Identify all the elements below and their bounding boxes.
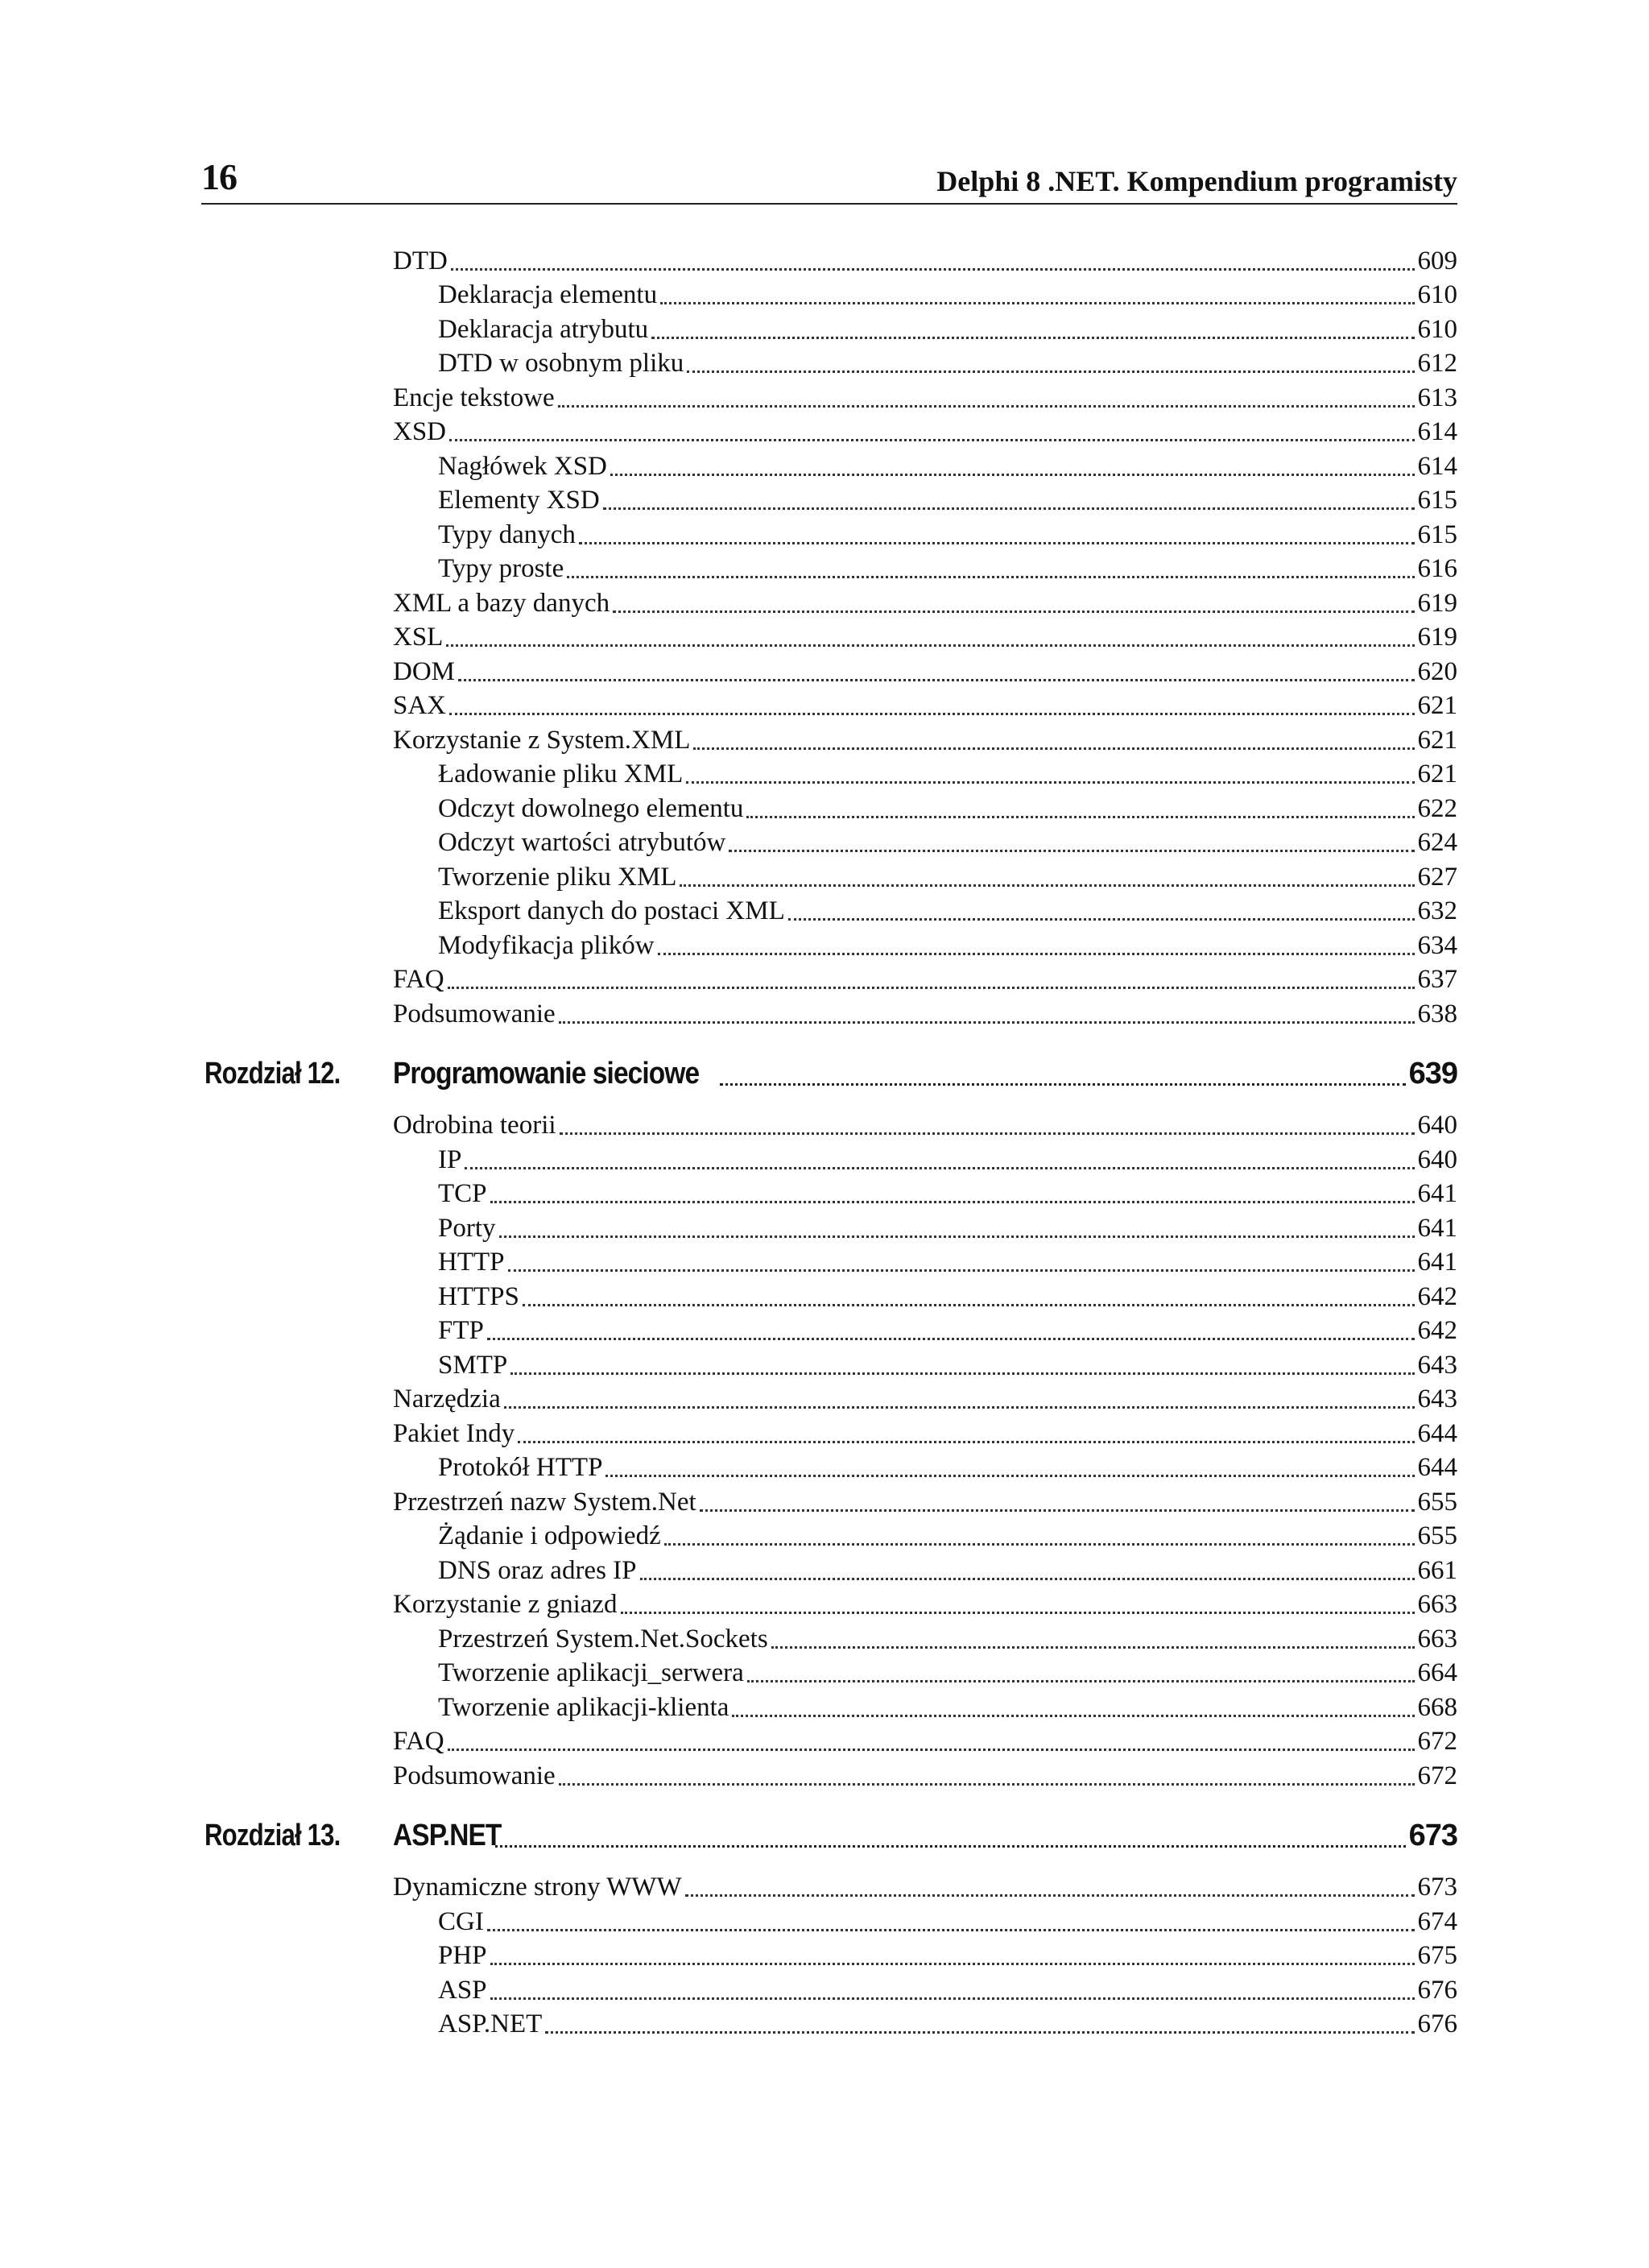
dot-leader [490,1201,1415,1203]
entry-page: 614 [1417,451,1457,481]
entry-title: PHP [438,1941,487,1970]
toc-entry [201,449,1457,483]
toc-entry [201,928,1457,962]
entry-title: Odrobina teorii [393,1111,556,1140]
toc-entry [201,346,1457,381]
entry-title: Protokół HTTP [438,1453,603,1482]
toc-entry [201,1177,1457,1211]
entry-title: Modyfikacja plików [438,930,655,960]
entry-title: FTP [438,1316,484,1345]
toc-entry [201,1211,1457,1245]
chapter-title-line [393,1053,1457,1094]
dot-leader [746,816,1414,818]
toc-entry [201,996,1457,1031]
toc-entry [201,243,1457,278]
entry-page: 668 [1417,1692,1457,1722]
entry-page: 619 [1417,588,1457,618]
toc-entry [201,757,1457,792]
toc-entry [201,312,1457,346]
entry-page: 642 [1417,1281,1457,1311]
entry-title: Żądanie i odpowiedź [438,1521,661,1550]
entry-title: DTD [393,246,448,275]
entry-page: 640 [1417,1111,1457,1140]
entry-title: Deklaracja elementu [438,280,658,309]
entry-title: Tworzenie aplikacji-klienta [438,1692,729,1722]
toc-entry [201,552,1457,586]
entry-title: XML a bazy danych [393,588,610,618]
toc-entry [201,1142,1457,1177]
entry-page: 643 [1417,1384,1457,1413]
toc-entry [201,620,1457,655]
entry-page: 622 [1417,793,1457,823]
entry-page: 620 [1417,656,1457,686]
dot-leader [490,1963,1415,1965]
entry-title: DOM [393,656,456,686]
entry-page: 641 [1417,1179,1457,1208]
dot-leader [449,439,1414,441]
entry-page: 610 [1417,280,1457,309]
entry-title: Podsumowanie [393,1761,556,1790]
dot-leader [487,1338,1415,1340]
dot-leader [448,987,1415,989]
dot-leader [451,268,1415,271]
toc-entry [201,654,1457,689]
dot-leader [658,953,1415,955]
entry-title: Typy danych [438,519,576,549]
toc-entry [201,1553,1457,1587]
dot-leader [747,1680,1415,1682]
entry-page: 663 [1417,1590,1457,1619]
entry-page: 615 [1417,519,1457,549]
page-header [201,151,1457,205]
dot-leader [559,1021,1415,1024]
toc-entry [201,1451,1457,1485]
dot-leader [771,1646,1415,1649]
entry-title: Korzystanie z gniazd [393,1590,618,1619]
table-of-contents [201,243,1457,2041]
toc-entry [201,1314,1457,1348]
toc-entry [201,826,1457,860]
entry-page: 621 [1417,759,1457,788]
entry-page: 610 [1417,314,1457,344]
toc-entry [201,517,1457,552]
entry-page: 641 [1417,1248,1457,1277]
toc-entry [201,1279,1457,1314]
entry-title: HTTPS [438,1281,519,1311]
toc-entry [201,1621,1457,1656]
entry-title: SMTP [438,1350,508,1380]
entry-page: 672 [1417,1727,1457,1756]
entry-title: Przestrzeń nazw System.Net [393,1487,696,1517]
toc-entry [201,1939,1457,1973]
toc-entry [201,689,1457,723]
dot-leader [545,2031,1414,2034]
dot-leader [686,781,1414,784]
toc-entry [201,722,1457,757]
toc-entry [201,1587,1457,1622]
dot-leader [523,1304,1415,1306]
dot-leader [651,337,1414,339]
entry-page: 641 [1417,1213,1457,1243]
entry-title: Dynamiczne strony WWW [393,1873,682,1902]
book-title: Delphi 8 .NET. Kompendium programisty [936,165,1457,197]
chapter-title: ASP.NET [393,1818,502,1852]
dot-leader [487,1929,1415,1931]
entry-page: 661 [1417,1555,1457,1585]
entry-title: Deklaracja atrybutu [438,314,649,344]
entry-title: DTD w osobnym pliku [438,349,684,378]
dot-leader [510,1372,1414,1375]
entry-title: FAQ [393,1727,444,1756]
toc-entry [201,483,1457,518]
entry-title: FAQ [393,965,444,994]
chapter-heading [201,1052,1457,1097]
toc-entry [201,278,1457,312]
toc-entry [201,791,1457,826]
entry-page: 615 [1417,486,1457,515]
dot-leader [458,679,1414,681]
dot-leader [579,542,1415,544]
entry-page: 637 [1417,965,1457,994]
dot-leader [640,1578,1415,1580]
entry-page: 640 [1417,1144,1457,1174]
toc-entry [201,859,1457,894]
entry-title: Odczyt wartości atrybutów [438,828,726,857]
dot-leader [558,405,1415,408]
toc-entry [201,586,1457,620]
entry-title: Tworzenie aplikacji_serwera [438,1658,744,1687]
dot-leader [446,644,1414,647]
toc-entry [201,1656,1457,1691]
entry-title: Podsumowanie [393,999,556,1028]
entry-title: Korzystanie z System.XML [393,725,691,755]
entry-title: XSD [393,417,447,446]
dot-leader [567,576,1414,578]
dot-leader [685,1894,1415,1897]
dot-leader [449,713,1414,715]
entry-title: Narzędzia [393,1384,501,1413]
entry-title: HTTP [438,1248,505,1277]
dot-leader [621,1612,1415,1614]
dot-leader [560,1132,1415,1135]
dot-leader [664,1543,1415,1546]
toc-entry [201,1870,1457,1905]
entry-page: 642 [1417,1316,1457,1345]
entry-title: Pakiet Indy [393,1418,515,1448]
chapter-heading [201,1814,1457,1859]
entry-page: 655 [1417,1487,1457,1517]
entry-title: ASP.NET [438,2009,543,2038]
entry-page: 632 [1417,896,1457,925]
entry-page: 613 [1417,383,1457,412]
toc-entry [201,415,1457,449]
entry-page: 672 [1417,1761,1457,1790]
entry-title: Typy proste [438,554,564,583]
entry-title: DNS oraz adres IP [438,1555,637,1585]
dot-leader [518,1441,1414,1443]
entry-page: 663 [1417,1624,1457,1653]
entry-page: 612 [1417,349,1457,378]
entry-page: 655 [1417,1521,1457,1550]
entry-page: 676 [1417,2009,1457,2038]
entry-title: Elementy XSD [438,486,600,515]
toc-entry [201,1758,1457,1793]
dot-leader [495,1845,1406,1848]
chapter-page: 639 [1408,1056,1457,1091]
entry-page: 621 [1417,691,1457,720]
toc-entry [201,1724,1457,1759]
dot-leader [448,1749,1415,1751]
entry-title: Nagłówek XSD [438,451,607,481]
entry-title: Encje tekstowe [393,383,555,412]
entry-title: CGI [438,1906,484,1936]
entry-title: XSL [393,623,444,652]
dot-leader [605,1475,1414,1477]
toc-entry [201,1972,1457,2007]
entry-page: 614 [1417,417,1457,446]
toc-entry [201,1484,1457,1519]
entry-page: 619 [1417,623,1457,652]
toc-entry [201,1108,1457,1143]
entry-page: 621 [1417,725,1457,755]
dot-leader [720,1083,1406,1086]
entry-page: 638 [1417,999,1457,1028]
entry-page: 644 [1417,1418,1457,1448]
toc-entry [201,1382,1457,1417]
chapter-label: Rozdział 13. [205,1818,341,1852]
toc-entry [201,380,1457,415]
entry-page: 673 [1417,1873,1457,1902]
dot-leader [559,1783,1415,1786]
entry-page: 676 [1417,1975,1457,2005]
dot-leader [504,1406,1415,1409]
entry-page: 675 [1417,1941,1457,1970]
entry-page: 634 [1417,930,1457,960]
chapter-title-line [393,1815,1457,1856]
dot-leader [613,610,1414,613]
entry-page: 627 [1417,862,1457,892]
entry-title: TCP [438,1179,487,1208]
toc-entry [201,894,1457,929]
entry-page: 616 [1417,554,1457,583]
entry-title: Porty [438,1213,496,1243]
dot-leader [729,850,1414,852]
entry-page: 624 [1417,828,1457,857]
dot-leader [732,1715,1414,1717]
entry-title: Ładowanie pliku XML [438,759,684,788]
dot-leader [660,302,1414,304]
dot-leader [465,1167,1414,1169]
entry-title: Odczyt dowolnego elementu [438,793,744,823]
chapter-title: Programowanie sieciowe [393,1056,700,1091]
dot-leader [499,1235,1415,1238]
entry-title: ASP [438,1975,487,2005]
dot-leader [610,474,1415,476]
entry-title: SAX [393,691,447,720]
toc-entry [201,1690,1457,1724]
toc-entry [201,1904,1457,1939]
entry-page: 643 [1417,1350,1457,1380]
entry-page: 609 [1417,246,1457,275]
toc-entry [201,962,1457,997]
entry-page: 644 [1417,1453,1457,1482]
toc-entry [201,1245,1457,1280]
dot-leader [603,507,1415,510]
page-number: 16 [201,156,237,197]
toc-entry [201,1347,1457,1382]
entry-page: 674 [1417,1906,1457,1936]
entry-title: Tworzenie pliku XML [438,862,677,892]
entry-title: Eksport danych do postaci XML [438,896,785,925]
toc-entry [201,2007,1457,2042]
chapter-label: Rozdział 12. [205,1056,341,1091]
entry-title: IP [438,1144,462,1174]
dot-leader [508,1269,1415,1272]
chapter-page: 673 [1408,1818,1457,1852]
entry-title: Przestrzeń System.Net.Sockets [438,1624,768,1653]
dot-leader [490,1997,1415,2000]
entry-page: 664 [1417,1658,1457,1687]
dot-leader [788,918,1415,921]
dot-leader [693,747,1414,750]
toc-entry [201,1519,1457,1554]
dot-leader [687,370,1414,373]
toc-entry [201,1416,1457,1451]
dot-leader [680,884,1414,887]
dot-leader [700,1509,1415,1512]
